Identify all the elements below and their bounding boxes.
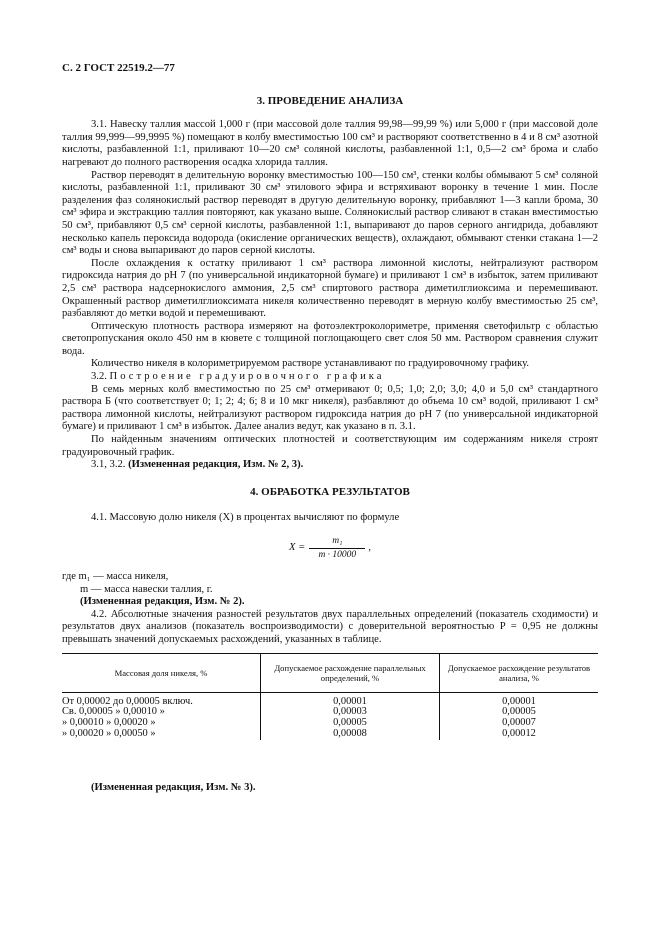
legend-m: m — масса навески таллия, г. — [80, 583, 213, 595]
section-3-title: 3. ПРОВЕДЕНИЕ АНАЛИЗА — [256, 94, 404, 107]
para-3-1-e: Количество никеля в колориметрируемом растворе устанавливают по градуировочному графику. — [91, 358, 529, 370]
range-cell — [62, 692, 261, 740]
header-parallel-tolerance: Допускаемое расхождение параллельных определений, % — [261, 653, 440, 692]
range-to: до 0,00005 — [113, 695, 160, 707]
para-3-2-b: В семь мерных колб вместимостью по 25 см³ отмеривают 0; 0,5; 1,0; 2,0; 3,0; 4,0 и 5,0 см³ стандартного раствора Б (что соответствует 0; 1; 2; 4; 6; 8 и 10 мкг никеля), разбавляют до объема 10 см³ водой, приливают 1 см³ раствора лимонной кислоты, нейтрализуют раствором гидроксида натрия до рН 7 (по универсальной индикаторной бумаге) и приливают 1 см³ в избыток. Далее анализ ведут, как указано в п. 3.1. — [62, 383, 598, 433]
parallel-value: 0,00005 — [333, 717, 367, 729]
parallel-value: 0,00001 — [333, 695, 367, 707]
range-from: Св. 0,00005 — [62, 706, 113, 718]
formula — [62, 531, 598, 565]
parallel-value: 0,00008 — [333, 727, 367, 739]
formula-legend — [62, 571, 598, 609]
header-nickel-fraction: Массовая доля никеля, % — [62, 653, 261, 692]
table-header-row — [62, 653, 598, 692]
range-from: » 0,00010 — [62, 717, 104, 729]
range-to: » 0,00010 — [115, 706, 157, 718]
formula-comma: , — [368, 541, 371, 553]
para-4-2: 4.2. Абсолютные значения разностей результатов двух параллельных определений (показатель сходимости) и результатов двух анализов (показатель воспроизводимости) с доверительной вероятностью P = 0,95 не должны превышать значений допускаемых расхождений, указанных в таблице. — [62, 608, 598, 645]
result-value: 0,00012 — [502, 727, 536, 739]
page-header: С. 2 ГОСТ 22519.2—77 — [62, 62, 175, 74]
amendment-note-3 — [62, 459, 598, 472]
document-page — [62, 62, 598, 794]
result-value: 0,00007 — [502, 717, 536, 729]
para-3-1: 3.1. Навеску таллия массой 1,000 г (при массовой доле таллия 99,98—99,99 %) или 5,000 г (при массовой доле таллия 99,999—99,9995 %) помещают в колбу вместимостью 100 см³ и растворяют соответственно в 4 и 8 см³ азотной кислоты, разбавленной 1:1, приливают 10—20 см³ соляной кислоты, разбавленной 1:1, 0,5—2 см³ брома и слабо нагревают до полного растворения осадка хлорида таллия. — [62, 119, 598, 168]
amendment-note-4: (Измененная редакция, Изм. № 2). — [80, 596, 245, 608]
para-3-1-c: После охлаждения к остатку приливают 1 см³ раствора лимонной кислоты, нейтрализуют раствором гидроксида натрия до рН 7 (по универсальной индикаторной бумаге) и приливают 1 см³ в избыток, затем приливают 2,5 см³ раствора надсернокислого аммония, 2,5 см³ спиртового раствора диметилглиоксима и перемешивают. Окрашенный раствор диметилглиоксимата никеля количественно переводят в мерную колбу вместимостью 25 см³, разбавляют до метки водой и перемешивают. — [62, 257, 598, 320]
result-cell — [440, 692, 599, 740]
parallel-cell — [261, 692, 440, 740]
para-3-2 — [62, 371, 598, 384]
para-3-1-d: Оптическую плотность раствора измеряют на фотоэлектроколориметре, применяя светофильтр с областью светопропускания около 450 нм в кювете с толщиной поглощающего свет слоя 50 мм. Раствором сравнения служит вода. — [62, 320, 598, 357]
para-4-1: 4.1. Массовую долю никеля (X) в процентах вычисляют по формуле — [91, 512, 400, 524]
amendment-note-3-text: (Измененная редакция, Изм. № 2, 3). — [128, 459, 304, 471]
amendment-note-3-ref: 3.1, 3.2. — [91, 459, 126, 471]
parallel-value: 0,00003 — [333, 706, 367, 718]
tolerance-table — [62, 653, 598, 740]
fraction-bar — [309, 548, 365, 549]
range-to: » 0,00050 — [106, 727, 148, 739]
range-from: От 0,00002 — [62, 695, 111, 707]
para-3-2-number: 3.2. — [91, 371, 107, 383]
para-3-2-title: Построение градуировочного графика — [109, 371, 385, 383]
range-qualifier: » — [150, 727, 156, 739]
range-to: » 0,00020 — [106, 717, 148, 729]
range-from: » 0,00020 — [62, 727, 104, 739]
range-qualifier: включ. — [162, 695, 193, 707]
range-qualifier: » — [159, 706, 165, 718]
formula-denominator: m · 10000 — [318, 549, 357, 560]
result-value: 0,00005 — [502, 706, 536, 718]
para-3-2-c: По найденным значениям оптических плотностей и соответствующим им содержаниям никеля строят градуировочный график. — [62, 434, 598, 458]
formula-fraction — [309, 536, 365, 561]
result-value: 0,00001 — [502, 695, 536, 707]
amendment-note-footer: (Измененная редакция, Изм. № 3). — [91, 781, 256, 793]
header-result-tolerance: Допускаемое расхождение результатов анализа, % — [440, 653, 599, 692]
range-qualifier: » — [150, 717, 156, 729]
para-3-1-b: Раствор переводят в делительную воронку вместимостью 100—150 см³, стенки колбы обмывают 5 см³ соляной кислоты, разбавленной 1:1, приливают 30 см³ этилового эфира и встряхивают воронку в течение 1 мин. После разделения фаз солянокислый раствор переводят в другую делительную воронку, прибавляют 1—3 капли брома, 30 см³ эфира и экстракцию таллия повторяют, как указано выше. Солянокислый раствор сливают в стакан вместимостью 50 см³, прибавляют 0,5 см³ серной кислоты, разбавленной 1:1, выпаривают до паров серного ангидрида, добавляют несколько капель пероксида водорода (окисление органических веществ), охлаждают, обмывают стенки стакана 1—2 см³ воды и снова выпаривают до паров серной кислоты. — [62, 169, 598, 257]
formula-lhs: X = — [289, 541, 306, 553]
range-line-3 — [62, 729, 260, 740]
table-row — [62, 692, 598, 740]
formula-numerator: m₁ — [332, 535, 343, 546]
legend-m1: где m₁ — масса никеля, — [62, 571, 169, 582]
section-4-title: 4. ОБРАБОТКА РЕЗУЛЬТАТОВ — [250, 485, 410, 498]
